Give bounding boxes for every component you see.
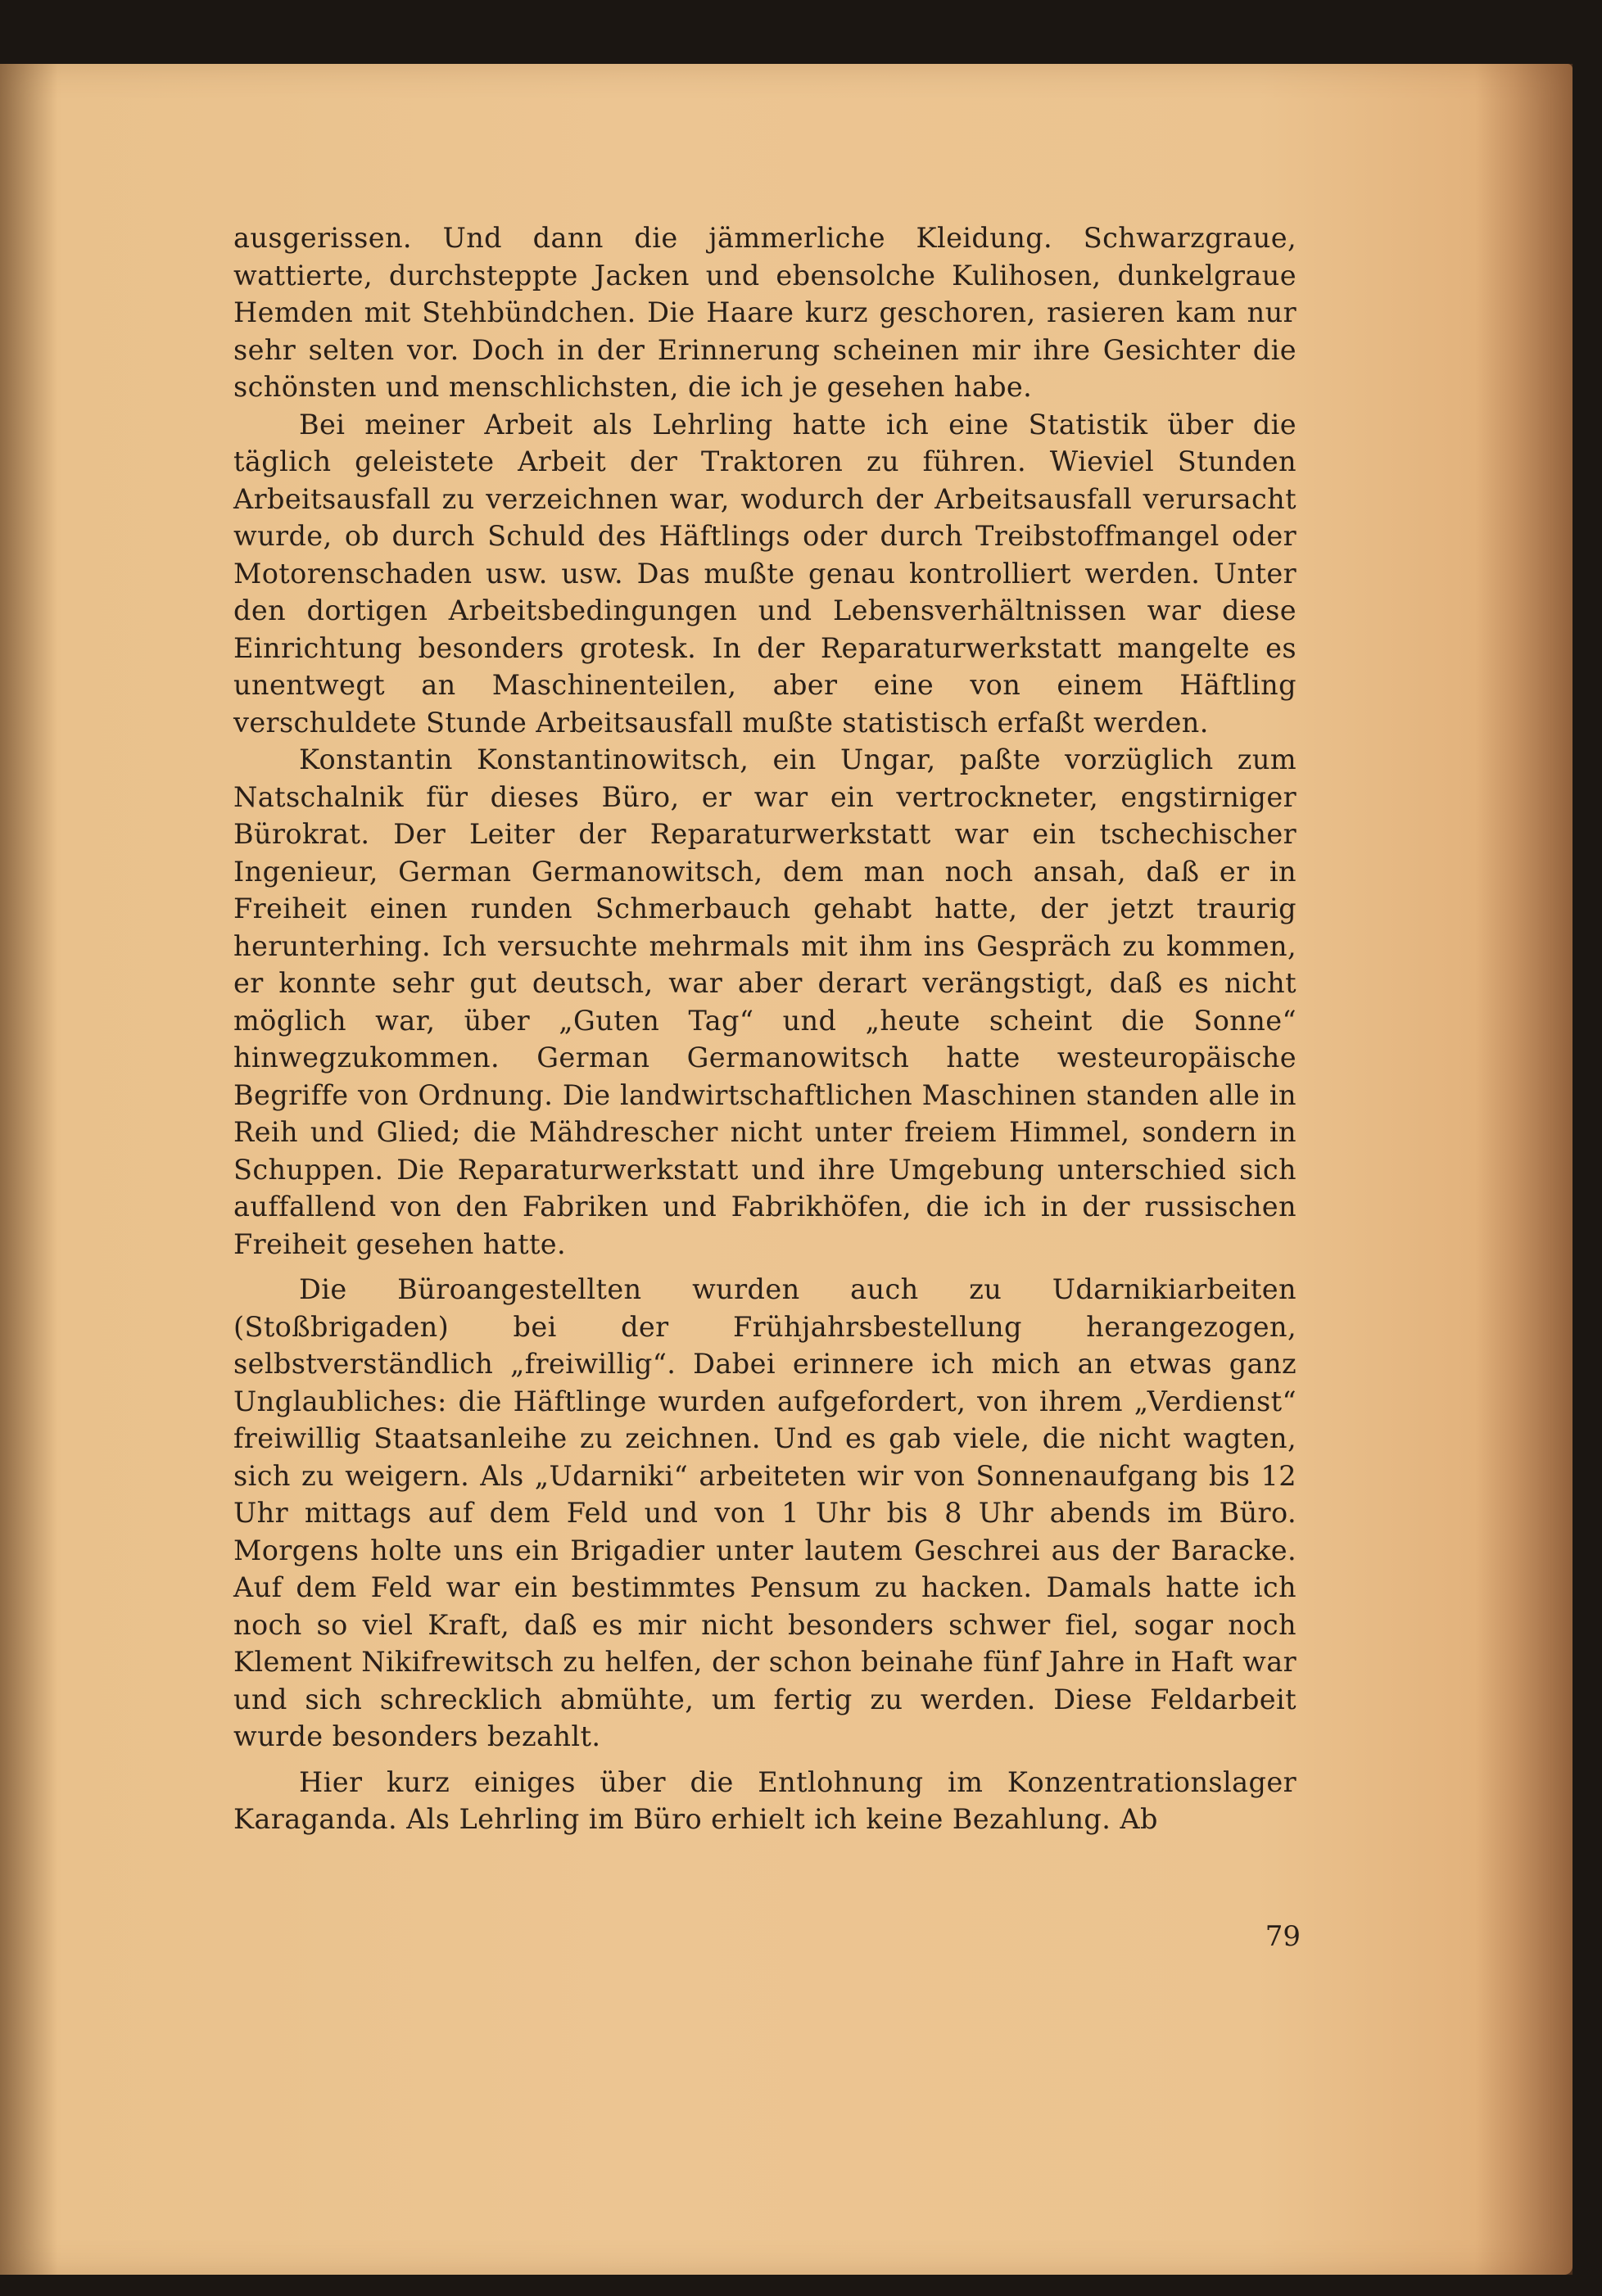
paragraph-3: Konstantin Konstantinowitsch, ein Ungar, paßte vorzüglich zum Natschalnik für dieses Büro, er war ein vertrockneter, engstirniger Bürokrat. Der Leiter der Reparaturwerkstatt war ein tschechischer Ingenieur, German Germanowitsch, dem man noch ansah, daß er in Freiheit einen runden Schmerbauch gehabt hatte, der jetzt traurig herunterhing. Ich versuchte mehrmals mit ihm ins Gespräch zu kommen, er konnte sehr gut deutsch, war aber derart verängstigt, daß es nicht möglich war, über „Guten Tag“ und „heute scheint die Sonne“ hinwegzukommen. German Germanowitsch hatte westeuropäische Begriffe von Ordnung. Die landwirtschaftlichen Maschinen standen alle in Reih und Glied; die Mähdrescher nicht unter freiem Himmel, sondern in Schuppen. Die Reparaturwerkstatt und ihre Umgebung unterschied sich auffallend von den Fabriken und Fabrikhöfen, die ich in der russischen Freiheit gesehen hatte. (233, 743, 1297, 1260)
page-edge (1474, 64, 1573, 2275)
page-number: 79 (1265, 1920, 1301, 1953)
paragraph-2: Bei meiner Arbeit als Lehrling hatte ich eine Statistik über die täglich geleistete Arbeit der Traktoren zu führen. Wieviel Stunden Arbeitsausfall zu verzeichnen war, wodurch der Arbeitsausfall verursacht wurde, ob durch Schuld des Häftlings oder durch Treibstoffmangel oder Motorenschaden usw. usw. Das mußte genau kontrolliert werden. Unter den dortigen Arbeitsbedingungen und Lebensverhältnissen war diese Einrichtung besonders grotesk. In der Reparaturwerkstatt mangelte es unentwegt an Maschinenteilen, aber eine von einem Häftling verschuldete Stunde Arbeitsausfall mußte statistisch erfaßt werden. (233, 408, 1297, 739)
body-text (233, 219, 1297, 1838)
paragraph-4: Die Büroangestellten wurden auch zu Udarnikiarbeiten (Stoßbrigaden) bei der Frühjahrsbestellung herangezogen, selbstverständlich „freiwillig“. Dabei erinnere ich mich an etwas ganz Unglaubliches: die Häftlinge wurden aufgefordert, von ihrem „Verdienst“ freiwillig Staatsanleihe zu zeichnen. Und es gab viele, die nicht wagten, sich zu weigern. Als „Udarniki“ arbeiteten wir von Sonnenaufgang bis 12 Uhr mittags auf dem Feld und von 1 Uhr bis 8 Uhr abends im Büro. Morgens holte uns ein Brigadier unter lautem Geschrei aus der Baracke. Auf dem Feld war ein bestimmtes Pensum zu hacken. Damals hatte ich noch so viel Kraft, daß es mir nicht besonders schwer fiel, sogar noch Klement Nikifrewitsch zu helfen, der schon beinahe fünf Jahre in Haft war und sich schrecklich abmühte, um fertig zu werden. Diese Feldarbeit wurde besonders bezahlt. (233, 1273, 1297, 1752)
binding-gutter (0, 64, 57, 2275)
paragraph-1: ausgerissen. Und dann die jämmerliche Kleidung. Schwarzgraue, wattierte, durchsteppte Jacken und ebensolche Kulihosen, dunkelgraue Hemden mit Stehbündchen. Die Haare kurz geschoren, rasieren kam nur sehr selten vor. Doch in der Erinnerung scheinen mir ihre Gesichter die schönsten und menschlichsten, die ich je gesehen habe. (233, 222, 1297, 403)
paragraph-5: Hier kurz einiges über die Entlohnung im Konzentrationslager Karaganda. Als Lehrling im Büro erhielt ich keine Bezahlung. Ab (233, 1765, 1297, 1835)
